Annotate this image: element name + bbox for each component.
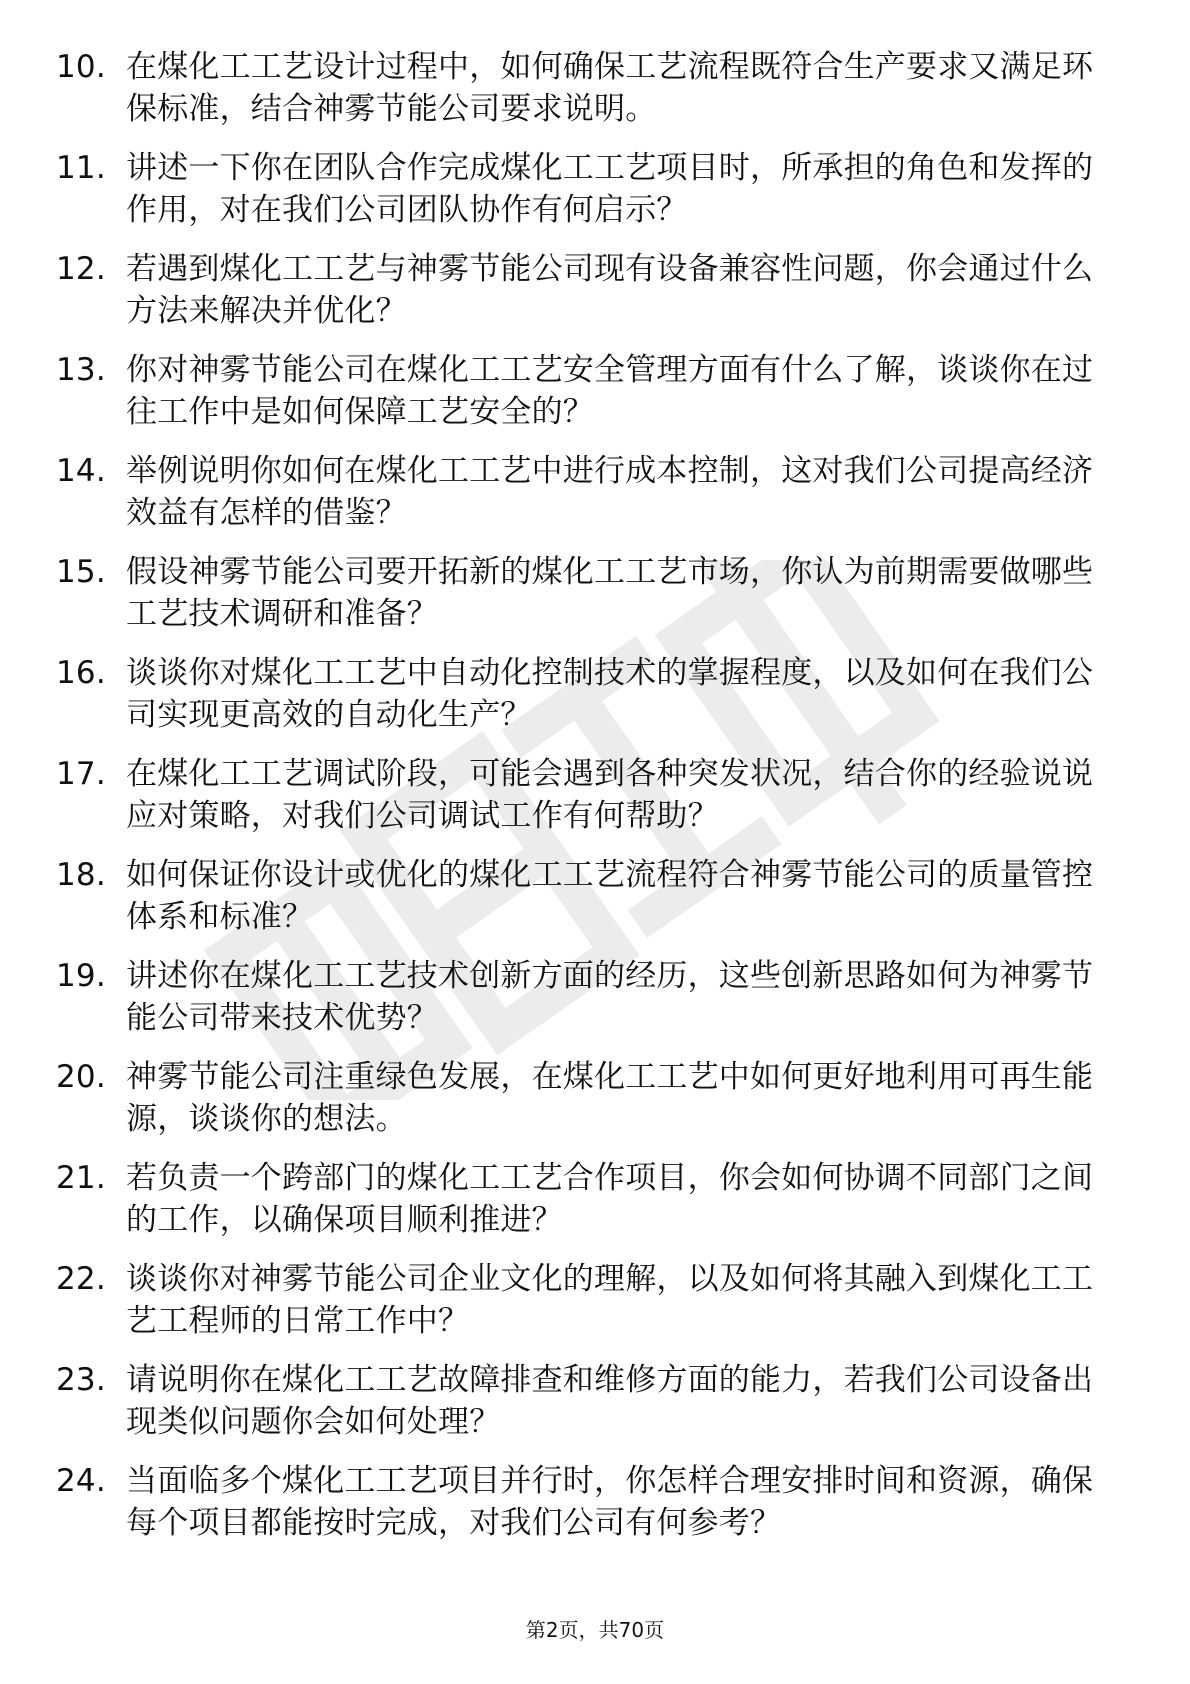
- question-text: 在煤化工工艺设计过程中，如何确保工艺流程既符合生产要求又满足环保标准，结合神雾节能公司要求说明。: [126, 49, 1094, 127]
- page-footer: 第2页，共70页: [525, 1618, 665, 1642]
- question-text: 你对神雾节能公司在煤化工工艺安全管理方面有什么了解，谈谈你在过往工作中是如何保障工艺安全的？: [126, 352, 1094, 430]
- question-item: [56, 147, 1116, 231]
- question-text: 讲述你在煤化工工艺技术创新方面的经历，这些创新思路如何为神雾节能公司带来技术优势？: [126, 958, 1094, 1036]
- question-item: [56, 854, 1116, 938]
- question-number: 22.: [56, 1261, 106, 1297]
- question-number: 14.: [56, 453, 106, 489]
- question-number: 10.: [56, 49, 106, 85]
- question-item: [56, 551, 1116, 635]
- question-text: 讲述一下你在团队合作完成煤化工工艺项目时，所承担的角色和发挥的作用，对在我们公司团队协作有何启示？: [126, 150, 1094, 228]
- question-item: [56, 753, 1116, 837]
- question-text: 若负责一个跨部门的煤化工工艺合作项目，你会如何协调不同部门之间的工作，以确保项目顺利推进？: [126, 1160, 1094, 1238]
- question-text: 谈谈你对煤化工工艺中自动化控制技术的掌握程度，以及如何在我们公司实现更高效的自动化生产？: [126, 655, 1094, 733]
- question-item: [56, 1460, 1116, 1544]
- question-number: 23.: [56, 1362, 106, 1398]
- question-number: 15.: [56, 554, 106, 590]
- question-text: 当面临多个煤化工工艺项目并行时，你怎样合理安排时间和资源，确保每个项目都能按时完成，对我们公司有何参考？: [126, 1463, 1094, 1541]
- question-text: 若遇到煤化工工艺与神雾节能公司现有设备兼容性问题，你会通过什么方法来解决并优化？: [126, 251, 1094, 329]
- question-item: [56, 248, 1116, 332]
- question-text: 谈谈你对神雾节能公司企业文化的理解，以及如何将其融入到煤化工工艺工程师的日常工作中？: [126, 1261, 1094, 1339]
- question-number: 17.: [56, 756, 106, 792]
- question-item: [56, 46, 1116, 130]
- question-list: [56, 46, 1116, 1561]
- question-item: [56, 652, 1116, 736]
- question-number: 18.: [56, 857, 106, 893]
- question-text: 在煤化工工艺调试阶段，可能会遇到各种突发状况，结合你的经验说说应对策略，对我们公司调试工作有何帮助？: [126, 756, 1094, 834]
- question-item: [56, 1359, 1116, 1443]
- question-text: 假设神雾节能公司要开拓新的煤化工工艺市场，你认为前期需要做哪些工艺技术调研和准备？: [126, 554, 1094, 632]
- question-number: 11.: [56, 150, 106, 186]
- question-number: 20.: [56, 1059, 106, 1095]
- question-number: 16.: [56, 655, 106, 691]
- question-number: 21.: [56, 1160, 106, 1196]
- question-number: 12.: [56, 251, 106, 287]
- question-number: 24.: [56, 1463, 106, 1499]
- question-text: 举例说明你如何在煤化工工艺中进行成本控制，这对我们公司提高经济效益有怎样的借鉴？: [126, 453, 1094, 531]
- question-item: [56, 1157, 1116, 1241]
- question-item: [56, 1056, 1116, 1140]
- question-item: [56, 1258, 1116, 1342]
- question-item: [56, 955, 1116, 1039]
- question-text: 请说明你在煤化工工艺故障排查和维修方面的能力，若我们公司设备出现类似问题你会如何处理？: [126, 1362, 1094, 1440]
- question-item: [56, 450, 1116, 534]
- question-text: 如何保证你设计或优化的煤化工工艺流程符合神雾节能公司的质量管控体系和标准？: [126, 857, 1094, 935]
- question-number: 19.: [56, 958, 106, 994]
- question-number: 13.: [56, 352, 106, 388]
- question-item: [56, 349, 1116, 433]
- question-text: 神雾节能公司注重绿色发展，在煤化工工艺中如何更好地利用可再生能源，谈谈你的想法。: [126, 1059, 1094, 1137]
